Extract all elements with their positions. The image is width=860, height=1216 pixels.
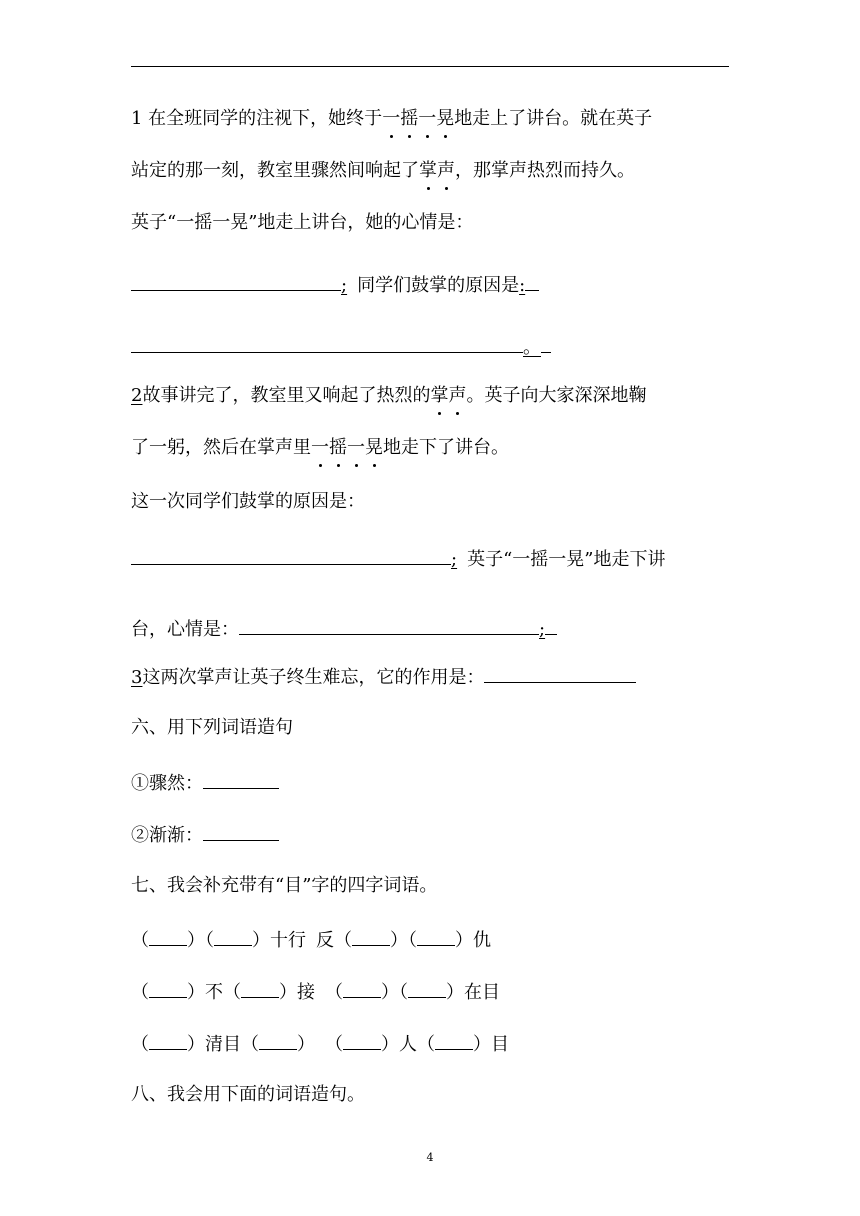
answer-blank[interactable] — [203, 822, 279, 841]
emphasis-char: 晃 — [436, 108, 455, 129]
emphasis-char: 摇 — [329, 437, 347, 458]
question-number: 2 — [131, 385, 143, 406]
emphasis-char: 掌 — [419, 160, 437, 181]
page-number: 4 — [426, 1151, 434, 1164]
q1-answer-line-2: 。 — [131, 334, 551, 360]
emphasis-char: 一 — [347, 437, 365, 458]
fill-blank[interactable] — [241, 979, 279, 998]
emphasis-char: 晃 — [365, 437, 383, 458]
fill-blank[interactable] — [149, 927, 187, 946]
fill-blank[interactable] — [435, 1031, 473, 1050]
fill-blank[interactable] — [352, 927, 390, 946]
emphasis-char: 一 — [418, 108, 437, 129]
fill-blank[interactable] — [408, 979, 446, 998]
answer-blank[interactable] — [203, 770, 279, 789]
q1-line-2: 站定的那一刻，教室里骤然间响起了掌声，那掌声热烈而持久。 — [131, 160, 635, 181]
emphasis-char: 一 — [311, 437, 329, 458]
section-6-title: 六、用下列词语造句 — [131, 717, 293, 738]
q2-answer-line-1: ; 英子“一摇一晃”地走下讲 — [131, 546, 665, 572]
section-7-row-1: （ ）（ ）十行 反（ ）（ ）仇 — [131, 927, 491, 953]
emphasis-char: 一 — [382, 108, 401, 129]
q2-line-1: 2故事讲完了，教室里又响起了热烈的掌声。英子向大家深深地鞠 — [131, 385, 647, 406]
emphasis-char: 掌 — [430, 385, 449, 406]
section-7-row-2: （ ）不（ ）接 （ ）（ ）在目 — [131, 979, 500, 1005]
fill-blank[interactable] — [214, 927, 252, 946]
q2-line-3: 这一次同学们鼓掌的原因是： — [131, 491, 365, 512]
q2-line-2: 了一躬，然后在掌声里一摇一晃地走下了讲台。 — [131, 437, 509, 458]
q1-line-3: 英子“一摇一晃”地走上讲台，她的心情是： — [131, 212, 474, 233]
emphasis-char: 声 — [437, 160, 455, 181]
fill-blank[interactable] — [343, 979, 381, 998]
answer-blank[interactable] — [239, 616, 539, 635]
answer-blank[interactable] — [131, 334, 523, 353]
question-number: 3 — [131, 667, 143, 688]
section-6-item-2: ②渐渐： — [131, 822, 279, 848]
fill-blank[interactable] — [343, 1031, 381, 1050]
fill-blank[interactable] — [417, 927, 455, 946]
section-6-item-1: ①骤然： — [131, 770, 279, 796]
header-rule — [131, 66, 729, 67]
q1-line-1: 1 在全班同学的注视下，她终于一摇一晃地走上了讲台。就在英子 — [131, 108, 653, 129]
emphasis-char: 摇 — [400, 108, 419, 129]
emphasis-char: 声 — [448, 385, 467, 406]
q3-line: 3这两次掌声让英子终生难忘，它的作用是： — [131, 664, 636, 690]
fill-blank[interactable] — [149, 979, 187, 998]
answer-blank[interactable] — [131, 546, 451, 565]
section-7-title: 七、我会补充带有“目”字的四字词语。 — [131, 875, 438, 896]
section-7-row-3: （ ）清目（ ） （ ）人（ ）目 — [131, 1031, 509, 1057]
fill-blank[interactable] — [149, 1031, 187, 1050]
fill-blank[interactable] — [259, 1031, 297, 1050]
q1-answer-line-1: ; 同学们鼓掌的原因是: — [131, 272, 539, 298]
answer-blank[interactable] — [131, 272, 341, 291]
answer-blank[interactable] — [484, 664, 636, 683]
section-8-title: 八、我会用下面的词语造句。 — [131, 1084, 365, 1105]
q2-answer-line-2: 台，心情是： ; — [131, 616, 557, 642]
